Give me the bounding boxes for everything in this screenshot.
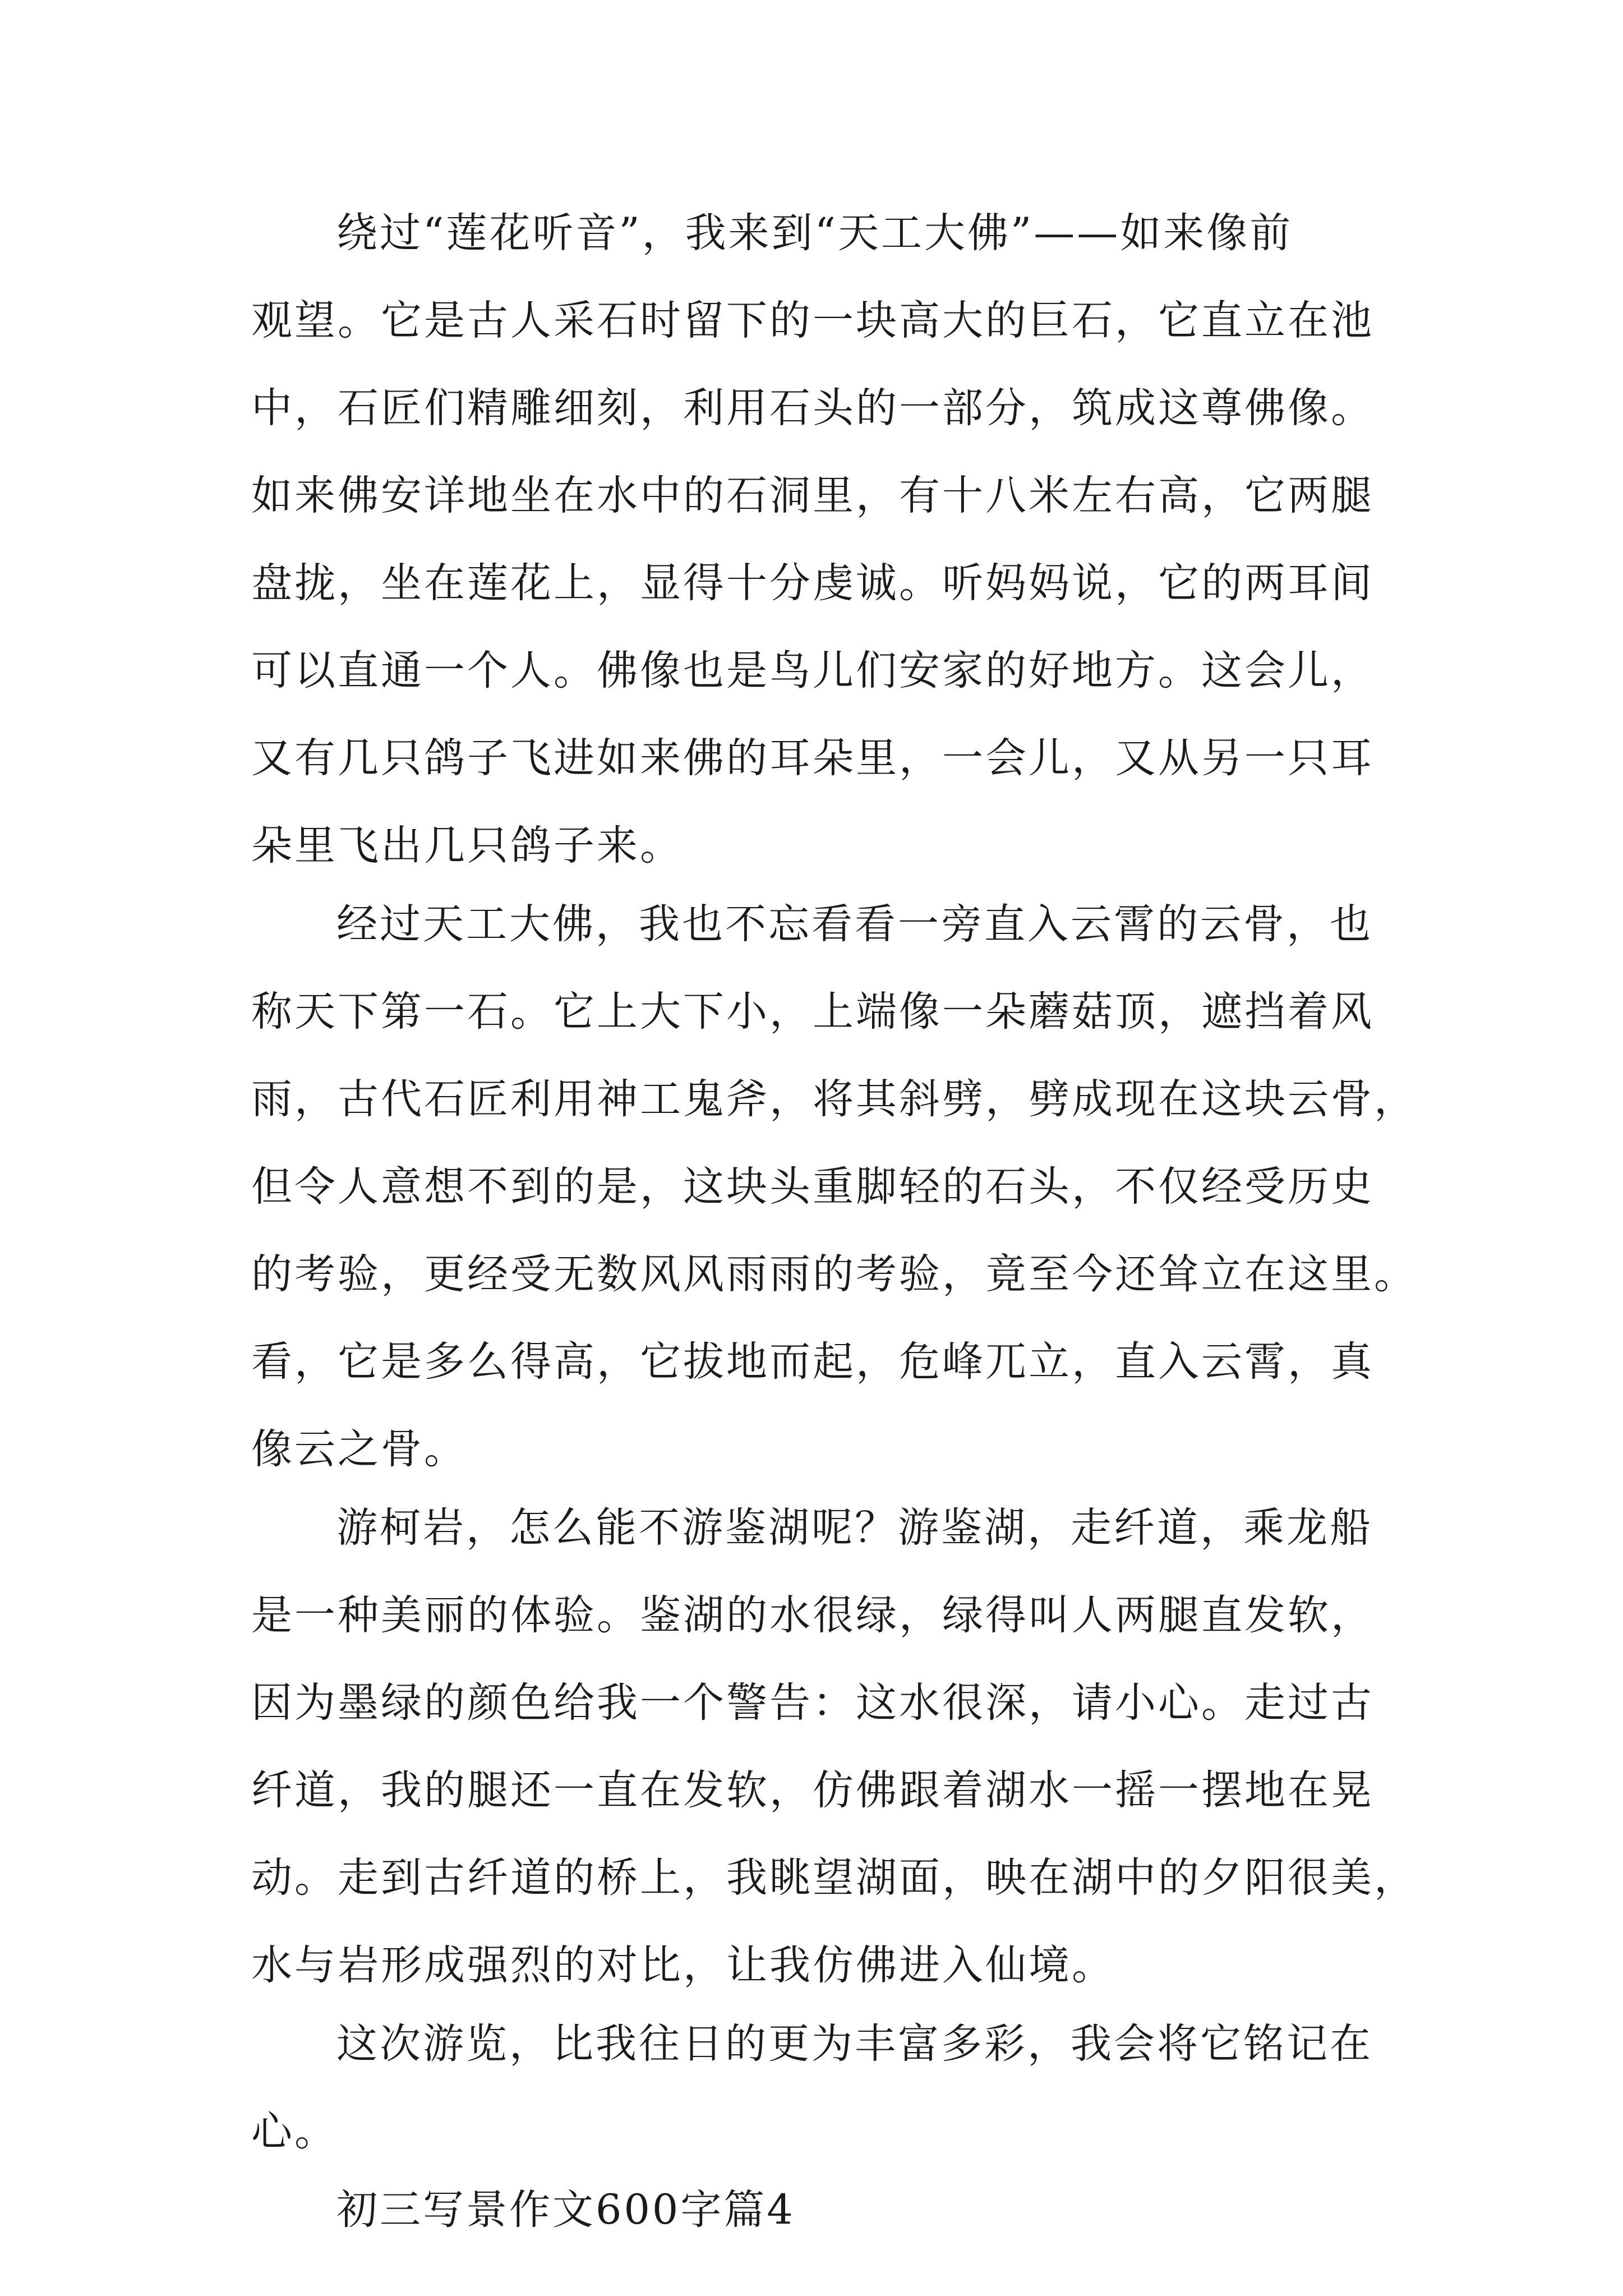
text-line: 绕过“莲花听音”，我来到“天工大佛”——如来像前 [336, 209, 1293, 257]
text-line: 动。走到古纤道的桥上，我眺望湖面，映在湖中的夕阳很美， [251, 1854, 1417, 1902]
text-line: 因为墨绿的颜色给我一个警告：这水很深，请小心。走过古 [251, 1679, 1374, 1727]
text-line: 盘拢，坐在莲花上，显得十分虔诚。听妈妈说，它的两耳间 [251, 559, 1374, 607]
text-line: 可以直通一个人。佛像也是鸟儿们安家的好地方。这会儿， [251, 647, 1374, 694]
text-line: 这次游览，比我往日的更为丰富多彩，我会将它铭记在 [336, 2020, 1373, 2068]
paragraph-2 [251, 899, 1417, 1475]
text-line: 游柯岩，怎么能不游鉴湖呢？游鉴湖，走纤道，乘龙船 [336, 1504, 1373, 1552]
paragraph-3 [251, 1502, 1417, 1991]
text-line: 中，石匠们精雕细刻，利用石头的一部分，筑成这尊佛像。 [251, 384, 1374, 432]
text-line: 朵里飞出几只鸽子来。 [251, 822, 683, 869]
text-line: 的考验，更经受无数风风雨雨的考验，竟至今还耸立在这里。 [251, 1250, 1417, 1298]
paragraph-4 [251, 2018, 1401, 2157]
text-line: 雨，古代石匠利用神工鬼斧，将其斜劈，劈成现在这块云骨， [251, 1075, 1417, 1123]
text-line: 但令人意想不到的是，这块头重脚轻的石头，不仅经受历史 [251, 1163, 1374, 1211]
document-body [251, 208, 1417, 2236]
paragraph-1 [251, 208, 1401, 872]
text-line: 是一种美丽的体验。鉴湖的水很绿，绿得叫人两腿直发软， [251, 1591, 1374, 1639]
text-line: 水与岩形成强烈的对比，让我仿佛进入仙境。 [251, 1941, 1115, 1989]
text-line: 观望。它是古人采石时留下的一块高大的巨石，它直立在池 [251, 297, 1374, 344]
text-line: 如来佛安详地坐在水中的石洞里，有十八米左右高，它两腿 [251, 472, 1374, 519]
text-line: 称天下第一石。它上大下小，上端像一朵蘑菇顶，遮挡着风 [251, 988, 1374, 1036]
text-line: 看，它是多么得高，它拔地而起，危峰兀立，直入云霄，真 [251, 1338, 1374, 1386]
text-line: 心。 [251, 2108, 338, 2155]
heading-text: 初三写景作文600字篇4 [336, 2186, 795, 2234]
text-line: 像云之骨。 [251, 1425, 467, 1473]
text-line: 纤道，我的腿还一直在发软，仿佛跟着湖水一摇一摆地在晃 [251, 1766, 1374, 1814]
text-line: 经过天工大佛，我也不忘看看一旁直入云霄的云骨，也 [336, 900, 1373, 948]
section-heading [251, 2184, 1401, 2236]
text-line: 又有几只鸽子飞进如来佛的耳朵里，一会儿，又从另一只耳 [251, 734, 1374, 782]
